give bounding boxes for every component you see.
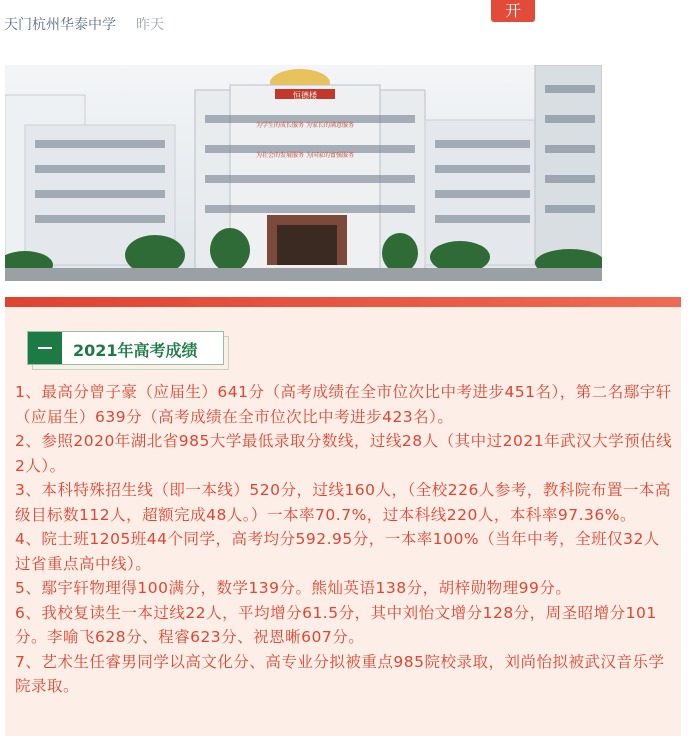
result-item: 5、鄢宇轩物理得100满分，数学139分。熊灿英语138分，胡梓勋物理99分。 [15,579,572,597]
banner-text-2: 为社会的发展服务 为国家的富强服务 [256,152,354,159]
results-section [5,307,681,736]
section-divider [5,297,681,307]
result-item: 2、参照2020年湖北省985大学最低录取分数线，过线28人（其中过2021年武汉大学预估线2人）。 [15,432,673,475]
publish-time: 昨天 [136,17,164,33]
result-item: 4、院士班1205班44个同学，高考均分592.95分，一本率100%（当年中考，全班仅32人过省重点高中线）。 [15,530,660,573]
account-name-link[interactable]: 天门杭州华泰中学 [4,17,116,33]
article-header [0,0,700,44]
building-sign-text: 恒德楼 [293,91,317,100]
result-item: 1、最高分曾子豪（应届生）641分（高考成绩在全市位次比中考进步451名），第二名鄢宇轩（应届生）639分（高考成绩在全市位次比中考进步423名）。 [15,383,672,426]
result-item: 6、我校复读生一本过线22人，平均增分61.5分，其中刘怡文增分128分，周圣昭增分101分。李喻飞628分、程睿623分、祝恩晰607分。 [15,603,657,646]
title-marker-icon [28,332,62,364]
header-badge-icon: 开 [491,0,535,22]
result-item: 7、艺术生任睿男同学以高文化分、高专业分拟被重点985院校录取，刘尚怡拟被武汉音乐学院录取。 [15,652,665,695]
results-list [15,380,675,699]
banner-text-1: 为学生的成长服务 为家长的满意服务 [256,122,354,129]
school-building-photo [5,65,602,281]
result-item: 3、本科特殊招生线（即一本线）520分，过线160人，（全校226人参考，教科院布置一本高级目标数112人，超额完成48人。）一本率70.7%，过本科线220人，本科率97.36%。 [15,481,671,524]
section-title: 2021年高考成绩 [73,341,198,360]
section-title-box [27,331,224,365]
